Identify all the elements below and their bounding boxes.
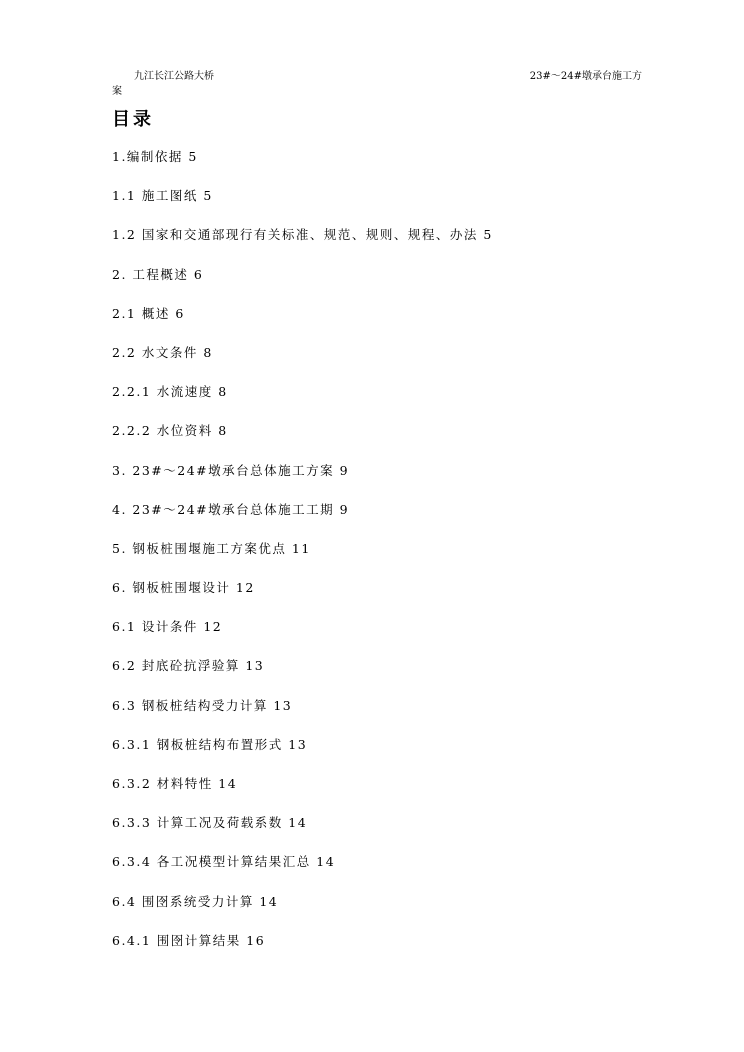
header-document-title-wrap: 案 bbox=[112, 86, 122, 97]
toc-entry[interactable]: 4. 23#～24#墩承台总体施工工期 9 bbox=[112, 501, 350, 517]
toc-entry[interactable]: 2.2.1 水流速度 8 bbox=[112, 384, 228, 400]
toc-entry[interactable]: 6.2 封底砼抗浮验算 13 bbox=[112, 658, 265, 674]
toc-entry[interactable]: 6.1 设计条件 12 bbox=[112, 619, 223, 635]
toc-entry[interactable]: 3. 23#～24#墩承台总体施工方案 9 bbox=[112, 462, 350, 478]
header-project-name: 九江长江公路大桥 bbox=[134, 71, 214, 82]
page-header bbox=[112, 70, 642, 102]
toc-list bbox=[112, 149, 493, 972]
toc-entry[interactable]: 6.3.4 各工况模型计算结果汇总 14 bbox=[112, 854, 336, 870]
toc-entry[interactable]: 6.4.1 围囹计算结果 16 bbox=[112, 932, 266, 948]
toc-entry[interactable]: 2.2 水文条件 8 bbox=[112, 344, 213, 360]
toc-entry[interactable]: 6.4 围囹系统受力计算 14 bbox=[112, 893, 279, 909]
toc-entry[interactable]: 2. 工程概述 6 bbox=[112, 266, 204, 282]
toc-entry[interactable]: 6.3.2 材料特性 14 bbox=[112, 776, 238, 791]
header-document-title: 23#～24#墩承台施工方 bbox=[529, 71, 642, 82]
toc-entry[interactable]: 6.3.1 钢板桩结构布置形式 13 bbox=[112, 736, 308, 752]
toc-entry[interactable]: 1.2 国家和交通部现行有关标准、规范、规则、规程、办法 5 bbox=[112, 227, 493, 243]
toc-entry[interactable]: 1.编制依据 5 bbox=[112, 149, 198, 164]
toc-entry[interactable]: 6. 钢板桩围堰设计 12 bbox=[112, 580, 255, 596]
toc-entry[interactable]: 6.3.3 计算工况及荷载系数 14 bbox=[112, 815, 308, 831]
toc-title: 目录 bbox=[112, 109, 154, 130]
toc-entry[interactable]: 5. 钢板桩围堰施工方案优点 11 bbox=[112, 540, 311, 556]
toc-entry[interactable]: 1.1 施工图纸 5 bbox=[112, 188, 213, 204]
toc-entry[interactable]: 2.1 概述 6 bbox=[112, 305, 185, 321]
toc-entry[interactable]: 2.2.2 水位资料 8 bbox=[112, 423, 228, 439]
toc-entry[interactable]: 6.3 钢板桩结构受力计算 13 bbox=[112, 697, 293, 713]
